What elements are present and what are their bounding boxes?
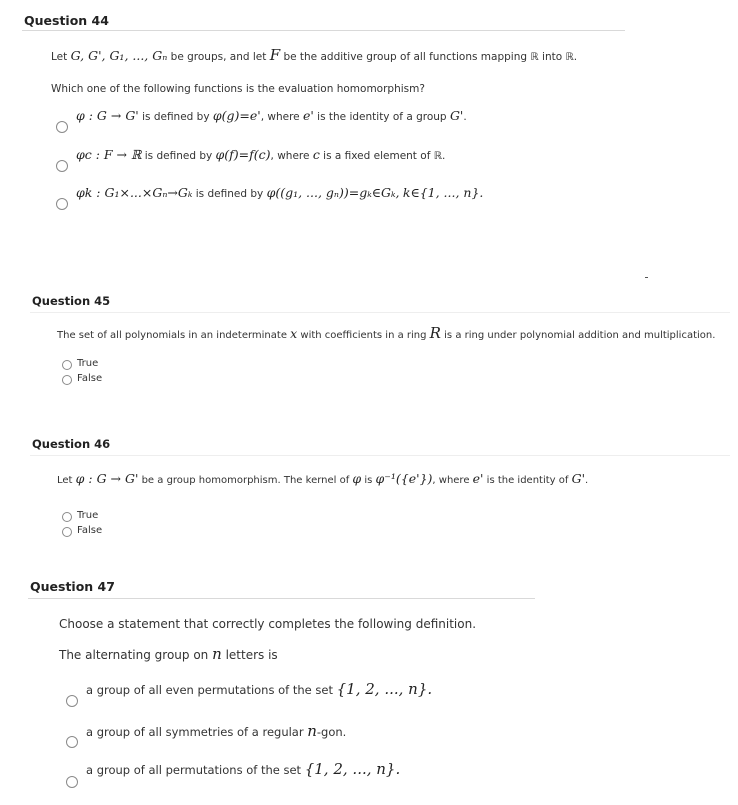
- question-44-prompt: Which one of the following functions is the evaluation homomorphism?: [51, 83, 425, 95]
- question-44-intro: Let G, G', G₁, ..., Gₙ be groups, and let F be the additive group of all functions mapping ℝ into ℝ.: [51, 46, 578, 64]
- question-47-definition: The alternating group on n letters is: [59, 645, 278, 663]
- question-47-option-2-radio[interactable]: [66, 736, 78, 748]
- question-46-title: Question 46: [32, 437, 111, 451]
- question-44-title: Question 44: [24, 13, 109, 28]
- question-45-false-radio[interactable]: [62, 375, 72, 385]
- stray-mark: [645, 277, 648, 278]
- question-47-option-3-label: a group of all permutations of the set {1, 2, ..., n}.: [86, 760, 401, 778]
- question-44-option-1-label: φ : G → G' is defined by φ(g)=e', where e' is the identity of a group G'.: [76, 108, 467, 123]
- question-44-option-2-label: φc : F → ℝ is defined by φ(f)=f(c), where c is a fixed element of ℝ.: [76, 147, 446, 162]
- question-47-option-2-label: a group of all symmetries of a regular n-gon.: [86, 722, 347, 740]
- question-44-option-2-radio[interactable]: [56, 160, 68, 172]
- question-45-false-label: False: [77, 373, 103, 384]
- question-44-option-3-label: φk : G₁×...×Gₙ→Gₖ is defined by φ((g₁, ..., gₙ))=gₖ∈Gₖ, k∈{1, ..., n}.: [76, 185, 484, 200]
- question-45-true-radio[interactable]: [62, 360, 72, 370]
- question-47-option-3-radio[interactable]: [66, 776, 78, 788]
- question-47-option-1-radio[interactable]: [66, 695, 78, 707]
- question-46-divider: [30, 455, 730, 456]
- question-46-false-label: False: [77, 525, 103, 536]
- question-44-divider: [22, 30, 625, 31]
- question-44-option-1-radio[interactable]: [56, 121, 68, 133]
- question-45-statement: The set of all polynomials in an indeterminate x with coefficients in a ring R is a ring under polynomial addition and multiplication.: [57, 324, 716, 342]
- question-44-option-3-radio[interactable]: [56, 198, 68, 210]
- question-45-divider: [30, 312, 730, 313]
- question-46-true-radio[interactable]: [62, 512, 72, 522]
- question-46-false-radio[interactable]: [62, 527, 72, 537]
- question-46-true-label: True: [77, 510, 99, 521]
- question-47-instruction: Choose a statement that correctly completes the following definition.: [59, 617, 477, 631]
- question-46-statement: Let φ : G → G' be a group homomorphism. The kernel of φ is φ⁻¹({e'}), where e' is the identity of G'.: [57, 471, 589, 486]
- question-47-option-1-label: a group of all even permutations of the set {1, 2, ..., n}.: [86, 680, 433, 698]
- question-47-title: Question 47: [30, 579, 115, 594]
- question-45-true-label: True: [77, 358, 99, 369]
- question-45-title: Question 45: [32, 294, 111, 308]
- question-47-divider: [28, 598, 535, 599]
